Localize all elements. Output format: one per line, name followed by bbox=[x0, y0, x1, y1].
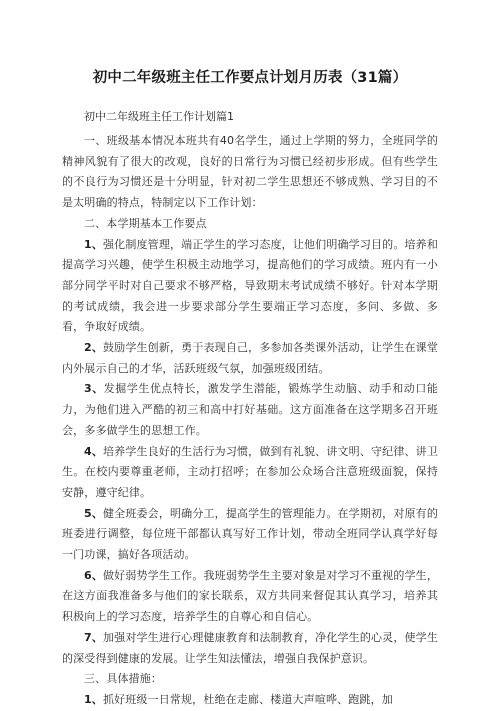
document-title: 初中二年级班主任工作要点计划月历表（31篇） bbox=[92, 70, 408, 86]
body-paragraph bbox=[62, 442, 438, 504]
body-paragraph bbox=[62, 338, 438, 379]
paragraph-number: 1、 bbox=[84, 237, 103, 251]
body-paragraph bbox=[62, 690, 438, 711]
document-subtitle: 初中二年级班主任工作计划篇1 bbox=[84, 110, 234, 123]
paragraph-text: 鼓励学生创新，勇于表现自己，多参加各类课外活动，让学生在课堂内外展示自己的才华，活跃班级气氛，加强班级团结。 bbox=[62, 341, 438, 375]
body-paragraph bbox=[62, 504, 438, 566]
paragraph-text: 培养学生良好的生活行为习惯，做到有礼貌、讲文明、守纪律、讲卫生。在校内要尊重老师，主动打招呼；在参加公众场合注意班级面貌，保持安静，遵守纪律。 bbox=[62, 444, 438, 499]
body-paragraph bbox=[62, 628, 438, 669]
paragraph-number: 6、 bbox=[84, 568, 103, 582]
body-paragraph bbox=[62, 214, 438, 235]
body-paragraph bbox=[62, 669, 438, 690]
paragraph-text: 强化制度管理，端正学生的学习态度，让他们明确学习目的。培养和提高学习兴趣，使学生积极主动地学习，提高他们的学习成绩。班内有一小部分同学平时对自己要求不够严格，导致期末考试成绩不够好。针对本学期的考试成绩，我会进一步要求部分学生要端正学习态度，多问、多做、多看，争取好成绩。 bbox=[62, 237, 438, 334]
paragraph-text: 加强对学生进行心理健康教育和法制教育，净化学生的心灵，使学生的深受得到健康的发展。让学生知法懂法，增强自我保护意识。 bbox=[62, 630, 438, 665]
body-paragraph bbox=[62, 131, 438, 214]
paragraph-number: 4、 bbox=[84, 444, 103, 458]
paragraph-number: 2、 bbox=[84, 341, 103, 355]
paragraph-text: 三、具体措施： bbox=[84, 672, 163, 686]
body-paragraph bbox=[62, 379, 438, 441]
paragraph-text: 一、班级基本情况本班共有40名学生，通过上学期的努力，全班同学的精神风貌有了很大的改观，良好的日常行为习惯已经初步形成。但有些学生的不良行为习惯还是十分明显，针对初二学生思想还不够成熟、学习目的不是太明确的特点，特制定以下工作计划： bbox=[62, 134, 438, 210]
body-paragraph bbox=[62, 566, 438, 628]
paragraph-number: 5、 bbox=[84, 506, 103, 520]
paragraph-number: 7、 bbox=[84, 630, 103, 644]
paragraph-text: 做好弱势学生工作。我班弱势学生主要对象是对学习不重视的学生，在这方面我准备多与他们的家长联系，双方共同来督促其认真学习，培养其积极向上的学习态度，培养学生的自尊心和自信心。 bbox=[62, 568, 438, 624]
paragraph-text: 抓好班级一日常规，杜绝在走廊、楼道大声喧哗、跑跳，加 bbox=[102, 692, 393, 706]
paragraph-text: 发掘学生优点特长，激发学生潜能，锻炼学生动脑、动手和动口能力，为他们进入严酷的初三和高中打好基础。这方面准备在这学期多召开班会，多多做学生的思想工作。 bbox=[62, 382, 438, 437]
body-paragraph bbox=[62, 235, 438, 339]
paragraph-number: 1、 bbox=[84, 692, 103, 706]
paragraph-text: 二、本学期基本工作要点 bbox=[84, 216, 207, 230]
document-body bbox=[62, 131, 438, 711]
paragraph-text: 健全班委会，明确分工，提高学生的管理能力。在学期初，对原有的班委进行调整，每位班干部都认真写好工作计划，带动全班同学认真学好每一门功课，搞好各项活动。 bbox=[62, 506, 438, 562]
paragraph-number: 3、 bbox=[84, 382, 104, 396]
